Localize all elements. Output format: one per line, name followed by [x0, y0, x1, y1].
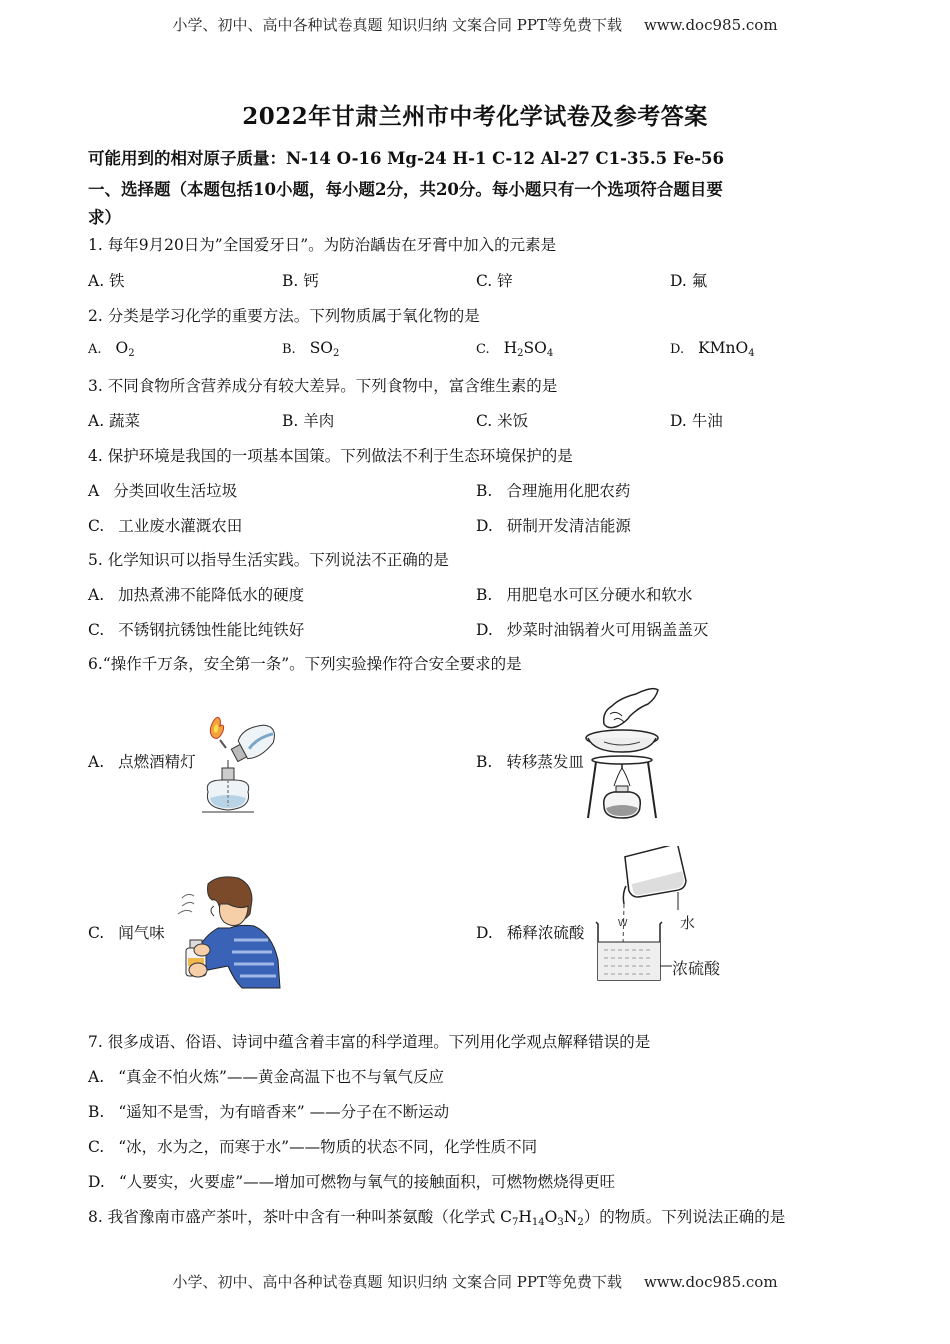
- q2-option-d: [670, 339, 755, 359]
- q1-option-d: D. 氟: [670, 272, 708, 290]
- question-8-stem: 8. 我省豫南市盛产茶叶，茶叶中含有一种叫茶氨酸（化学式 $C_7H_{14}O_3N_2$）的物质。下列说法正确的是: [88, 1208, 786, 1228]
- acid-label: 浓硫酸: [672, 959, 721, 978]
- q2-b-letter: B.: [282, 342, 296, 357]
- question-1-stem: 1. 每年9月20日为”全国爱牙日”。为防治龋齿在牙膏中加入的元素是: [88, 236, 557, 254]
- q6-option-c: C. 闻气味: [88, 924, 165, 942]
- section-heading-line2: 求）: [88, 208, 121, 227]
- q4-option-c: C. 工业废水灌溉农田: [88, 517, 243, 535]
- q2-d-letter: D.: [670, 342, 685, 357]
- question-2-stem: 2. 分类是学习化学的重要方法。下列物质属于氧化物的是: [88, 307, 480, 325]
- q5-option-c: C. 不锈钢抗锈蚀性能比纯铁好: [88, 621, 305, 639]
- diluting-acid-figure: [590, 846, 760, 986]
- q1-option-a: A. 铁: [88, 272, 125, 290]
- q7-option-b: B. “遥知不是雪，为有暗香来” ——分子在不断运动: [88, 1103, 450, 1121]
- question-7-stem: 7. 很多成语、俗语、诗词中蕴含着丰富的科学道理。下列用化学观点解释错误的是: [88, 1033, 651, 1051]
- question-4-stem: 4. 保护环境是我国的一项基本国策。下列做法不利于生态环境保护的是: [88, 447, 573, 465]
- header-website[interactable]: www.doc985.com: [643, 16, 778, 34]
- q2-option-a: [88, 339, 135, 359]
- q5-option-d: D. 炒菜时油锅着火可用锅盖盖灭: [476, 621, 709, 639]
- q4-option-b: B. 合理施用化肥农药: [476, 482, 631, 500]
- q2-option-b: [282, 339, 339, 359]
- q2-c-letter: C.: [476, 342, 490, 357]
- q4-option-a: A 分类回收生活垃圾: [88, 482, 238, 500]
- page-title: 2022年甘肃兰州市中考化学试卷及参考答案: [242, 103, 708, 130]
- section-heading-line1: 一、选择题（本题包括10小题，每小题2分，共20分。每小题只有一个选项符合题目要: [88, 180, 723, 199]
- q5-option-b: B. 用肥皂水可区分硬水和软水: [476, 586, 693, 604]
- q6-option-a: A. 点燃酒精灯: [88, 753, 196, 771]
- question-6-stem: 6.“操作千万条，安全第一条”。下列实验操作符合安全要求的是: [88, 655, 522, 673]
- q1-option-c: C. 锌: [476, 272, 513, 290]
- q6-option-d: D. 稀释浓硫酸: [476, 924, 585, 942]
- page-footer: [0, 1271, 950, 1292]
- water-label: 水: [680, 914, 696, 932]
- footer-website[interactable]: www.doc985.com: [643, 1273, 778, 1291]
- smelling-gas-figure: [168, 870, 283, 990]
- q2-a-letter: A.: [88, 342, 102, 357]
- footer-left-text: 小学、初中、高中各种试卷真题 知识归纳 文案合同 PPT等免费下载: [172, 1273, 622, 1291]
- q5-option-a: A. 加热煮沸不能降低水的硬度: [88, 586, 305, 604]
- q2-option-c: [476, 339, 553, 359]
- q3-option-a: A. 蔬菜: [88, 412, 141, 430]
- page-header: [0, 14, 950, 35]
- q3-option-d: D. 牛油: [670, 412, 723, 430]
- q2-d-formula: KMnO$_4$: [698, 339, 755, 359]
- q7-option-a: A. “真金不怕火炼”——黄金高温下也不与氧气反应: [88, 1068, 444, 1086]
- q7-option-d: D. “人要实，火要虚”——增加可燃物与氧气的接触面积，可燃物燃烧得更旺: [88, 1173, 616, 1191]
- svg-text:W: W: [618, 918, 628, 929]
- q3-option-b: B. 羊肉: [282, 412, 335, 430]
- evaporating-dish-figure: [574, 686, 674, 826]
- q2-b-formula: $SO_2$: [309, 339, 340, 359]
- q2-a-formula: $O_2$: [115, 339, 135, 359]
- atomic-masses: 可能用到的相对原子质量：N-14 O-16 Mg-24 H-1 C-12 Al-27 C1-35.5 Fe-56: [88, 149, 725, 168]
- question-3-stem: 3. 不同食物所含营养成分有较大差异。下列食物中，富含维生素的是: [88, 377, 558, 395]
- q7-option-c: C. “冰，水为之，而寒于水”——物质的状态不同，化学性质不同: [88, 1138, 538, 1156]
- q1-option-b: B. 钙: [282, 272, 319, 290]
- header-left-text: 小学、初中、高中各种试卷真题 知识归纳 文案合同 PPT等免费下载: [172, 16, 622, 34]
- q4-option-d: D. 研制开发清洁能源: [476, 517, 631, 535]
- question-5-stem: 5. 化学知识可以指导生活实践。下列说法不正确的是: [88, 551, 449, 569]
- q2-c-formula: $H_2SO_4$: [503, 339, 554, 359]
- q6-option-b: B. 转移蒸发皿: [476, 753, 584, 771]
- q3-option-c: C. 米饭: [476, 412, 529, 430]
- alcohol-lamp-figure: [190, 712, 300, 822]
